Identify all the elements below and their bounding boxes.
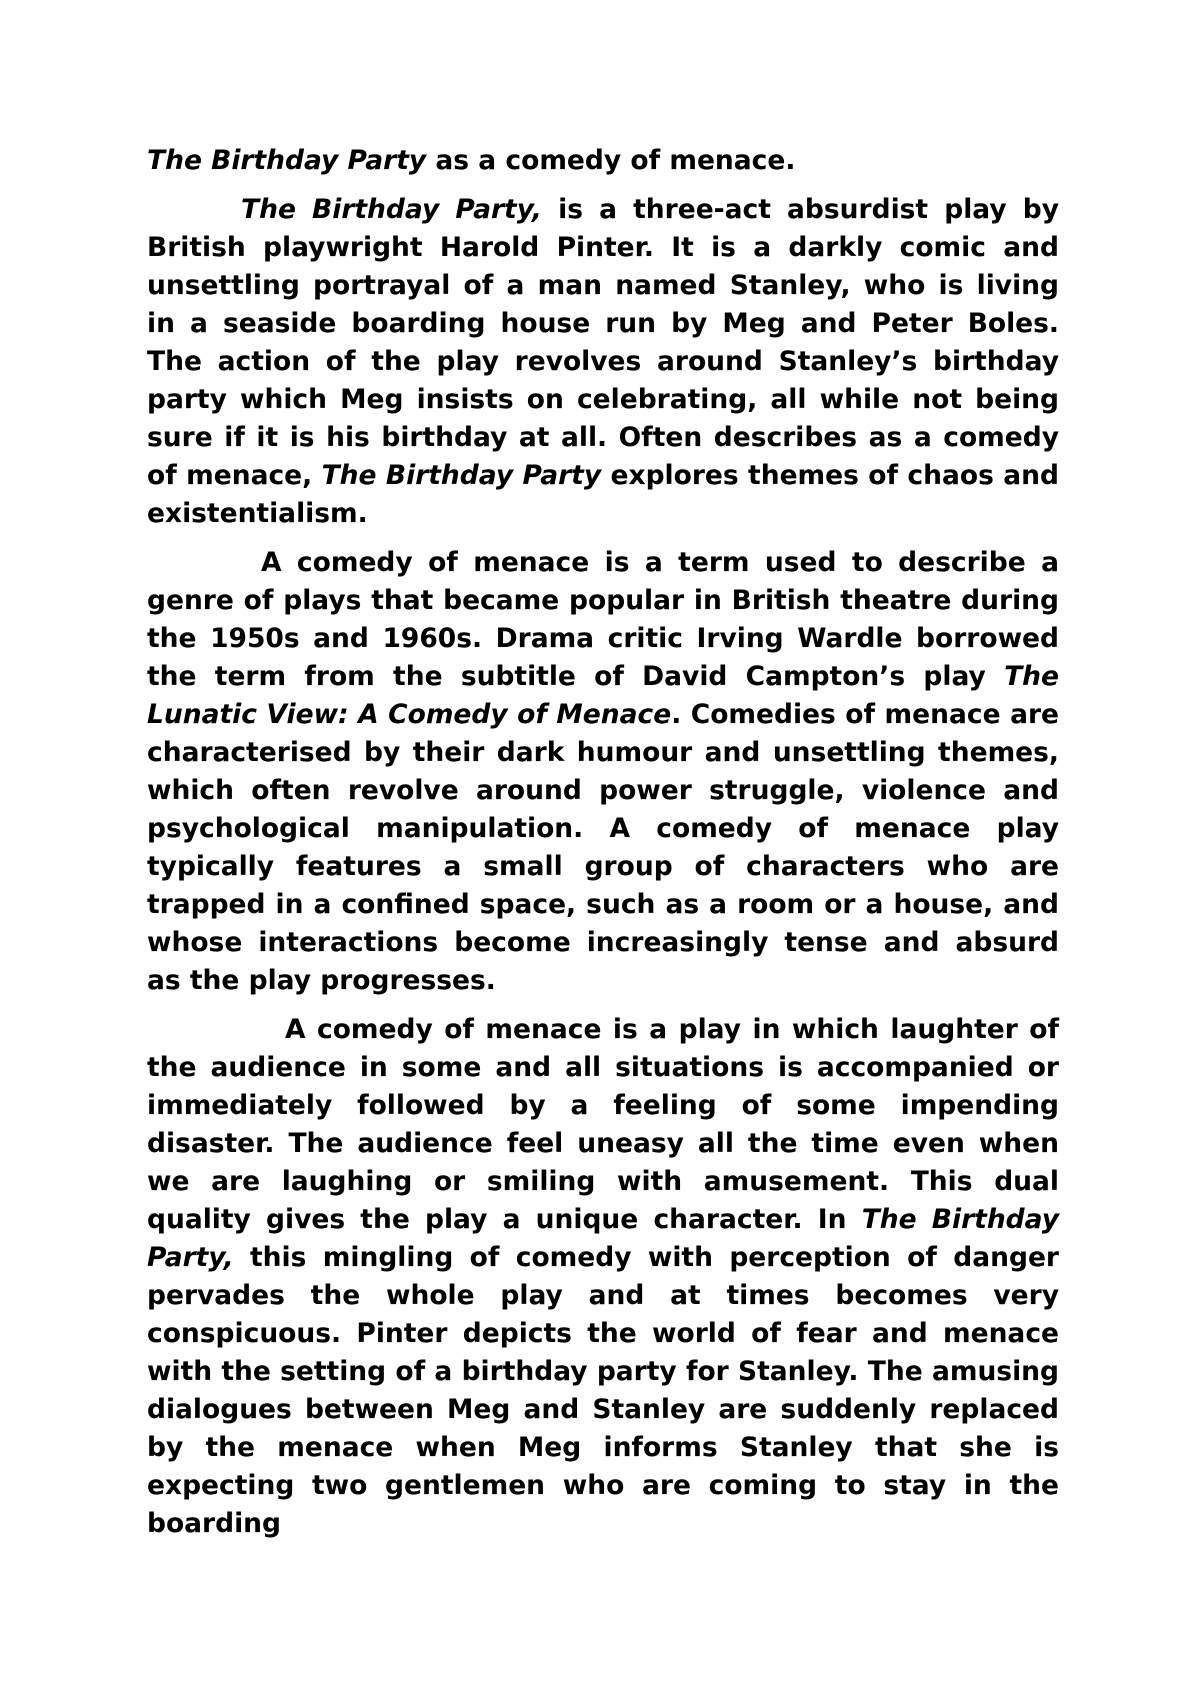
document-title xyxy=(147,142,1059,180)
document-body xyxy=(147,142,1059,1543)
paragraph-1 xyxy=(147,191,1059,533)
paragraph-2-text-1: A comedy of menace is a term used to describe a genre of plays that became popular in British theatre during the 1950s and 1960s. Drama critic Irving Wardle borrowed the term from the subtitle of David Campton’s play xyxy=(147,547,1059,692)
paragraph-1-italic-1: The Birthday Party, xyxy=(241,194,542,225)
paragraph-3-text-1: A comedy of menace is a play in which laughter of the audience in some and all situations is accompanied or immediately followed by a feeling of some impending disaster. The audience feel uneasy all the time even when we are laughing or smiling with amusement. This dual quality gives the play a unique character. In xyxy=(147,1014,1059,1235)
paragraph-3-italic-1: The Birthday Party, xyxy=(147,1204,1059,1273)
paragraph-3-text-2: this mingling of comedy with perception of danger pervades the whole play and at times becomes very conspicuous. Pinter depicts the world of fear and menace with the setting of a birthday party for Stanley. The amusing dialogues between Meg and Stanley are suddenly replaced by the menace when Meg informs Stanley that she is expecting two gentlemen who are coming to stay in the boarding xyxy=(147,1242,1059,1539)
paragraph-1-text-2: explores themes of chaos and existentialism. xyxy=(147,460,1059,529)
title-italic-text: The Birthday Party xyxy=(147,145,427,176)
title-rest-text: as a comedy of menace. xyxy=(426,145,796,176)
paragraph-2 xyxy=(147,544,1059,1000)
paragraph-1-text-1: is a three-act absurdist play by British playwright Harold Pinter. It is a darkly comic and unsettling portrayal of a man named Stanley, who is living in a seaside boarding house run by Meg and Peter Boles. The action of the play revolves around Stanley’s birthday party which Meg insists on celebrating, all while not being sure if it is his birthday at all. Often describes as a comedy of menace, xyxy=(147,194,1059,491)
paragraph-1-italic-2: The Birthday Party xyxy=(321,460,602,491)
paragraph-2-text-2: . Comedies of menace are characterised by their dark humour and unsettling themes, which often revolve around power struggle, violence and psychological manipulation. A comedy of menace play typically features a small group of characters who are trapped in a confined space, such as a room or a house, and whose interactions become increasingly tense and absurd as the play progresses. xyxy=(147,699,1059,996)
paragraph-3 xyxy=(147,1011,1059,1543)
paragraph-2-italic-1: The Lunatic View: A Comedy of Menace xyxy=(147,661,1059,730)
